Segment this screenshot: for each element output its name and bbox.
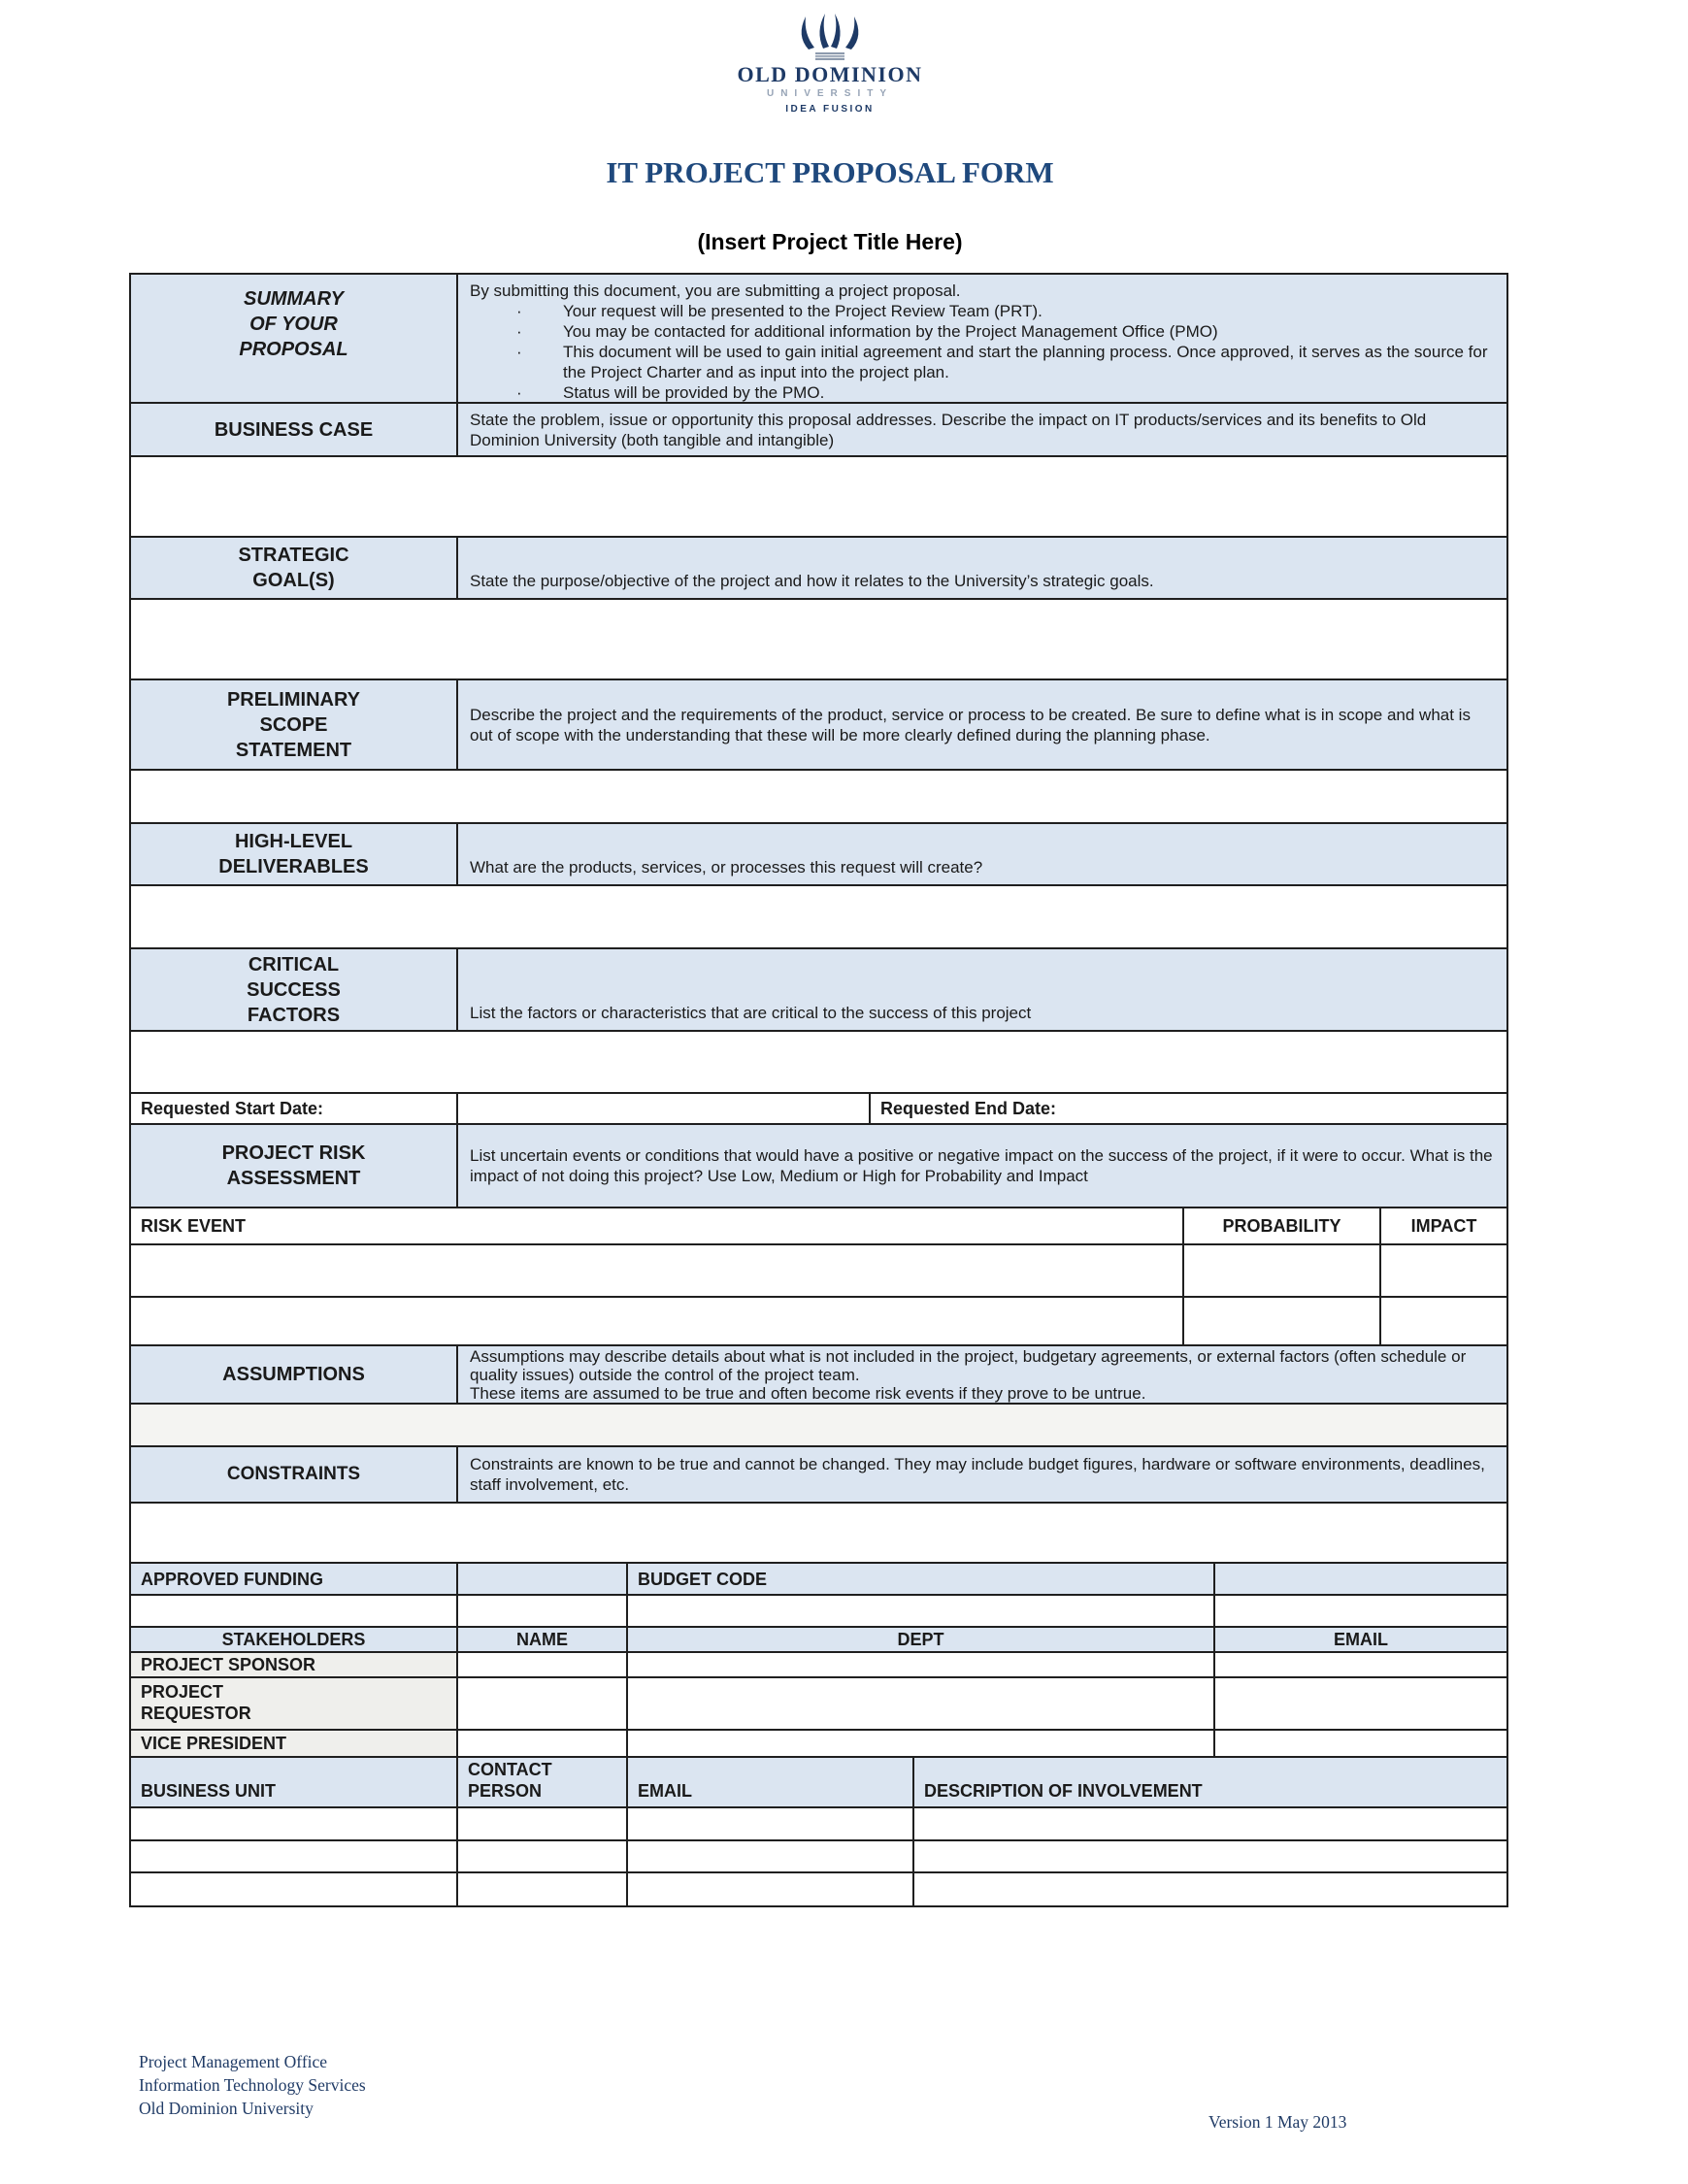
email-field[interactable] [628,1808,914,1839]
risk-assessment-row [131,1125,1506,1208]
preliminary-scope-row [131,680,1506,771]
requested-start-date-label: Requested Start Date: [131,1094,458,1123]
contact-field[interactable] [458,1841,628,1871]
preliminary-scope-instructions: Describe the project and the requirements of the product, service or process to be created. Be sure to define what is in scope and what is out of scope with the understanding that these will be more clearly defined during the planning phase. [458,680,1506,769]
probability-field[interactable] [1184,1245,1381,1296]
deliverables-instructions: What are the products, services, or processes this request will create? [458,824,1506,884]
impact-field[interactable] [1381,1245,1506,1296]
funding-answer-row[interactable] [131,1596,1506,1628]
dept-field[interactable] [628,1653,1215,1676]
email-header: EMAIL [1215,1628,1506,1651]
proposal-form-table [129,273,1508,1907]
summary-bullet: · Your request will be presented to the Project Review Team (PRT). [470,301,1495,321]
probability-field[interactable] [1184,1298,1381,1344]
assumptions-instructions: Assumptions may describe details about what is not included in the project, budgetary agreements, or external factors (often schedule or quality issues) outside the control of the project team. These items are assumed to be true and often become risk events if they prove to be untrue. [458,1346,1506,1403]
business-case-row [131,404,1506,457]
stakeholders-header-row [131,1628,1506,1653]
dept-header: DEPT [628,1628,1215,1651]
strategic-goals-answer-area[interactable] [131,600,1506,680]
business-case-answer-area[interactable] [131,457,1506,538]
email-field[interactable] [1215,1653,1506,1676]
requested-dates-row [131,1094,1506,1125]
business-case-instructions: State the problem, issue or opportunity this proposal addresses. Describe the impact on IT products/services and its benefits to Old Dominion University (both tangible and intangible) [458,404,1506,455]
name-field[interactable] [458,1731,628,1756]
summary-label: SUMMARY OF YOUR PROPOSAL [131,275,458,402]
answer-field[interactable] [131,1032,1506,1092]
strategic-goals-instructions: State the purpose/objective of the project and how it relates to the University’s strategic goals. [458,538,1506,598]
constraints-row [131,1447,1506,1504]
answer-field[interactable] [131,457,1506,536]
empty-cell[interactable] [1215,1596,1506,1626]
stakeholders-header: STAKEHOLDERS [131,1628,458,1651]
email-field[interactable] [628,1873,914,1905]
impact-field[interactable] [1381,1298,1506,1344]
summary-row [131,275,1506,404]
assumptions-answer-area[interactable] [131,1405,1506,1447]
constraints-label: CONSTRAINTS [131,1447,458,1502]
requested-start-date-field[interactable] [458,1094,871,1123]
risk-event-field[interactable] [131,1298,1184,1344]
business-unit-row [131,1873,1506,1905]
impact-header: IMPACT [1410,1216,1477,1236]
footer-org-line: Old Dominion University [139,2099,314,2118]
strategic-goals-label: STRATEGIC GOAL(S) [131,538,458,598]
success-factors-row [131,949,1506,1032]
summary-intro: By submitting this document, you are submitting a project proposal. [470,281,961,300]
deliverables-label: HIGH-LEVEL DELIVERABLES [131,824,458,884]
success-factors-answer-area[interactable] [131,1032,1506,1094]
business-case-label: BUSINESS CASE [131,404,458,455]
email-field[interactable] [628,1841,914,1871]
name-field[interactable] [458,1678,628,1729]
empty-cell[interactable] [628,1596,1215,1626]
business-unit-header: BUSINESS UNIT [131,1758,458,1806]
business-unit-row [131,1808,1506,1841]
email-field[interactable] [1215,1731,1506,1756]
risk-table-row [131,1245,1506,1298]
answer-field[interactable] [131,771,1506,822]
summary-bullet: · This document will be used to gain initial agreement and start the planning process. Once approved, it serves as the source for the Project Charter and as input into the project plan. [470,342,1495,382]
answer-field[interactable] [131,1405,1506,1445]
name-header: NAME [458,1628,628,1651]
dept-field[interactable] [628,1678,1215,1729]
unit-field[interactable] [131,1808,458,1839]
dept-field[interactable] [628,1731,1215,1756]
stakeholder-row-vice-president [131,1731,1506,1758]
logo-tagline: IDEA FUSION [785,104,875,115]
involvement-field[interactable] [914,1808,1506,1839]
business-unit-header-row [131,1758,1506,1808]
assumptions-label: ASSUMPTIONS [131,1346,458,1403]
logo-wordmark: OLD DOMINION [737,62,923,86]
budget-code-label: BUDGET CODE [628,1564,1215,1594]
funding-row [131,1564,1506,1596]
requested-end-date-label: Requested End Date: [880,1099,1057,1118]
assumptions-row [131,1346,1506,1405]
empty-cell[interactable] [131,1596,458,1626]
constraints-answer-area[interactable] [131,1504,1506,1564]
footer-version: Version 1 May 2013 [1208,2112,1347,2132]
email-field[interactable] [1215,1678,1506,1729]
approved-funding-field[interactable] [458,1564,628,1594]
constraints-instructions: Constraints are known to be true and cannot be changed. They may include budget figures, hardware or software environments, deadlines, staff involvement, etc. [458,1447,1506,1502]
probability-header: PROBABILITY [1184,1208,1381,1243]
summary-bullet: · Status will be provided by the PMO. [470,382,1495,402]
summary-instructions [458,275,1506,402]
deliverables-row [131,824,1506,886]
contact-field[interactable] [458,1808,628,1839]
footer-organization [139,2050,366,2120]
project-title-placeholder[interactable]: (Insert Project Title Here) [697,229,963,254]
answer-field[interactable] [131,600,1506,678]
success-factors-label: CRITICAL SUCCESS FACTORS [131,949,458,1030]
empty-cell[interactable] [458,1596,628,1626]
preliminary-scope-label: PRELIMINARY SCOPE STATEMENT [131,680,458,769]
involvement-field[interactable] [914,1841,1506,1871]
preliminary-scope-answer-area[interactable] [131,771,1506,824]
sponsor-label: PROJECT SPONSOR [131,1653,458,1676]
answer-field[interactable] [131,886,1506,947]
business-unit-row [131,1841,1506,1873]
logo-sub-wordmark: UNIVERSITY [766,88,893,99]
answer-field[interactable] [131,1504,1506,1562]
involvement-field[interactable] [914,1873,1506,1905]
vice-president-label: VICE PRESIDENT [131,1731,458,1756]
contact-person-header: CONTACT PERSON [458,1758,628,1806]
email-header: EMAIL [628,1758,914,1806]
risk-assessment-instructions: List uncertain events or conditions that would have a positive or negative impact on the success of the project, if it were to occur. What is the impact of not doing this project? Use Low, Medium or High for Probability and Impact [458,1125,1506,1207]
university-logo [129,12,1531,115]
involvement-header: DESCRIPTION OF INVOLVEMENT [914,1758,1506,1806]
unit-field[interactable] [131,1873,458,1905]
risk-event-header: RISK EVENT [131,1208,1184,1243]
contact-field[interactable] [458,1873,628,1905]
risk-table-header [131,1208,1506,1245]
page-title: IT PROJECT PROPOSAL FORM [606,155,1054,189]
name-field[interactable] [458,1653,628,1676]
deliverables-answer-area[interactable] [131,886,1506,949]
risk-assessment-label: PROJECT RISK ASSESSMENT [131,1125,458,1207]
risk-event-field[interactable] [131,1245,1184,1296]
success-factors-instructions: List the factors or characteristics that are critical to the success of this project [458,949,1506,1030]
summary-bullet: · You may be contacted for additional information by the Project Management Office (PMO) [470,321,1495,342]
odu-crown-icon [785,12,875,62]
footer-org-line: Project Management Office [139,2052,328,2071]
risk-table-row [131,1298,1506,1346]
requestor-label: PROJECT REQUESTOR [131,1678,458,1729]
budget-code-field[interactable] [1215,1564,1506,1594]
footer-org-line: Information Technology Services [139,2075,366,2095]
approved-funding-label: APPROVED FUNDING [131,1564,458,1594]
strategic-goals-row [131,538,1506,600]
unit-field[interactable] [131,1841,458,1871]
stakeholder-row-sponsor [131,1653,1506,1678]
stakeholder-row-requestor [131,1678,1506,1731]
